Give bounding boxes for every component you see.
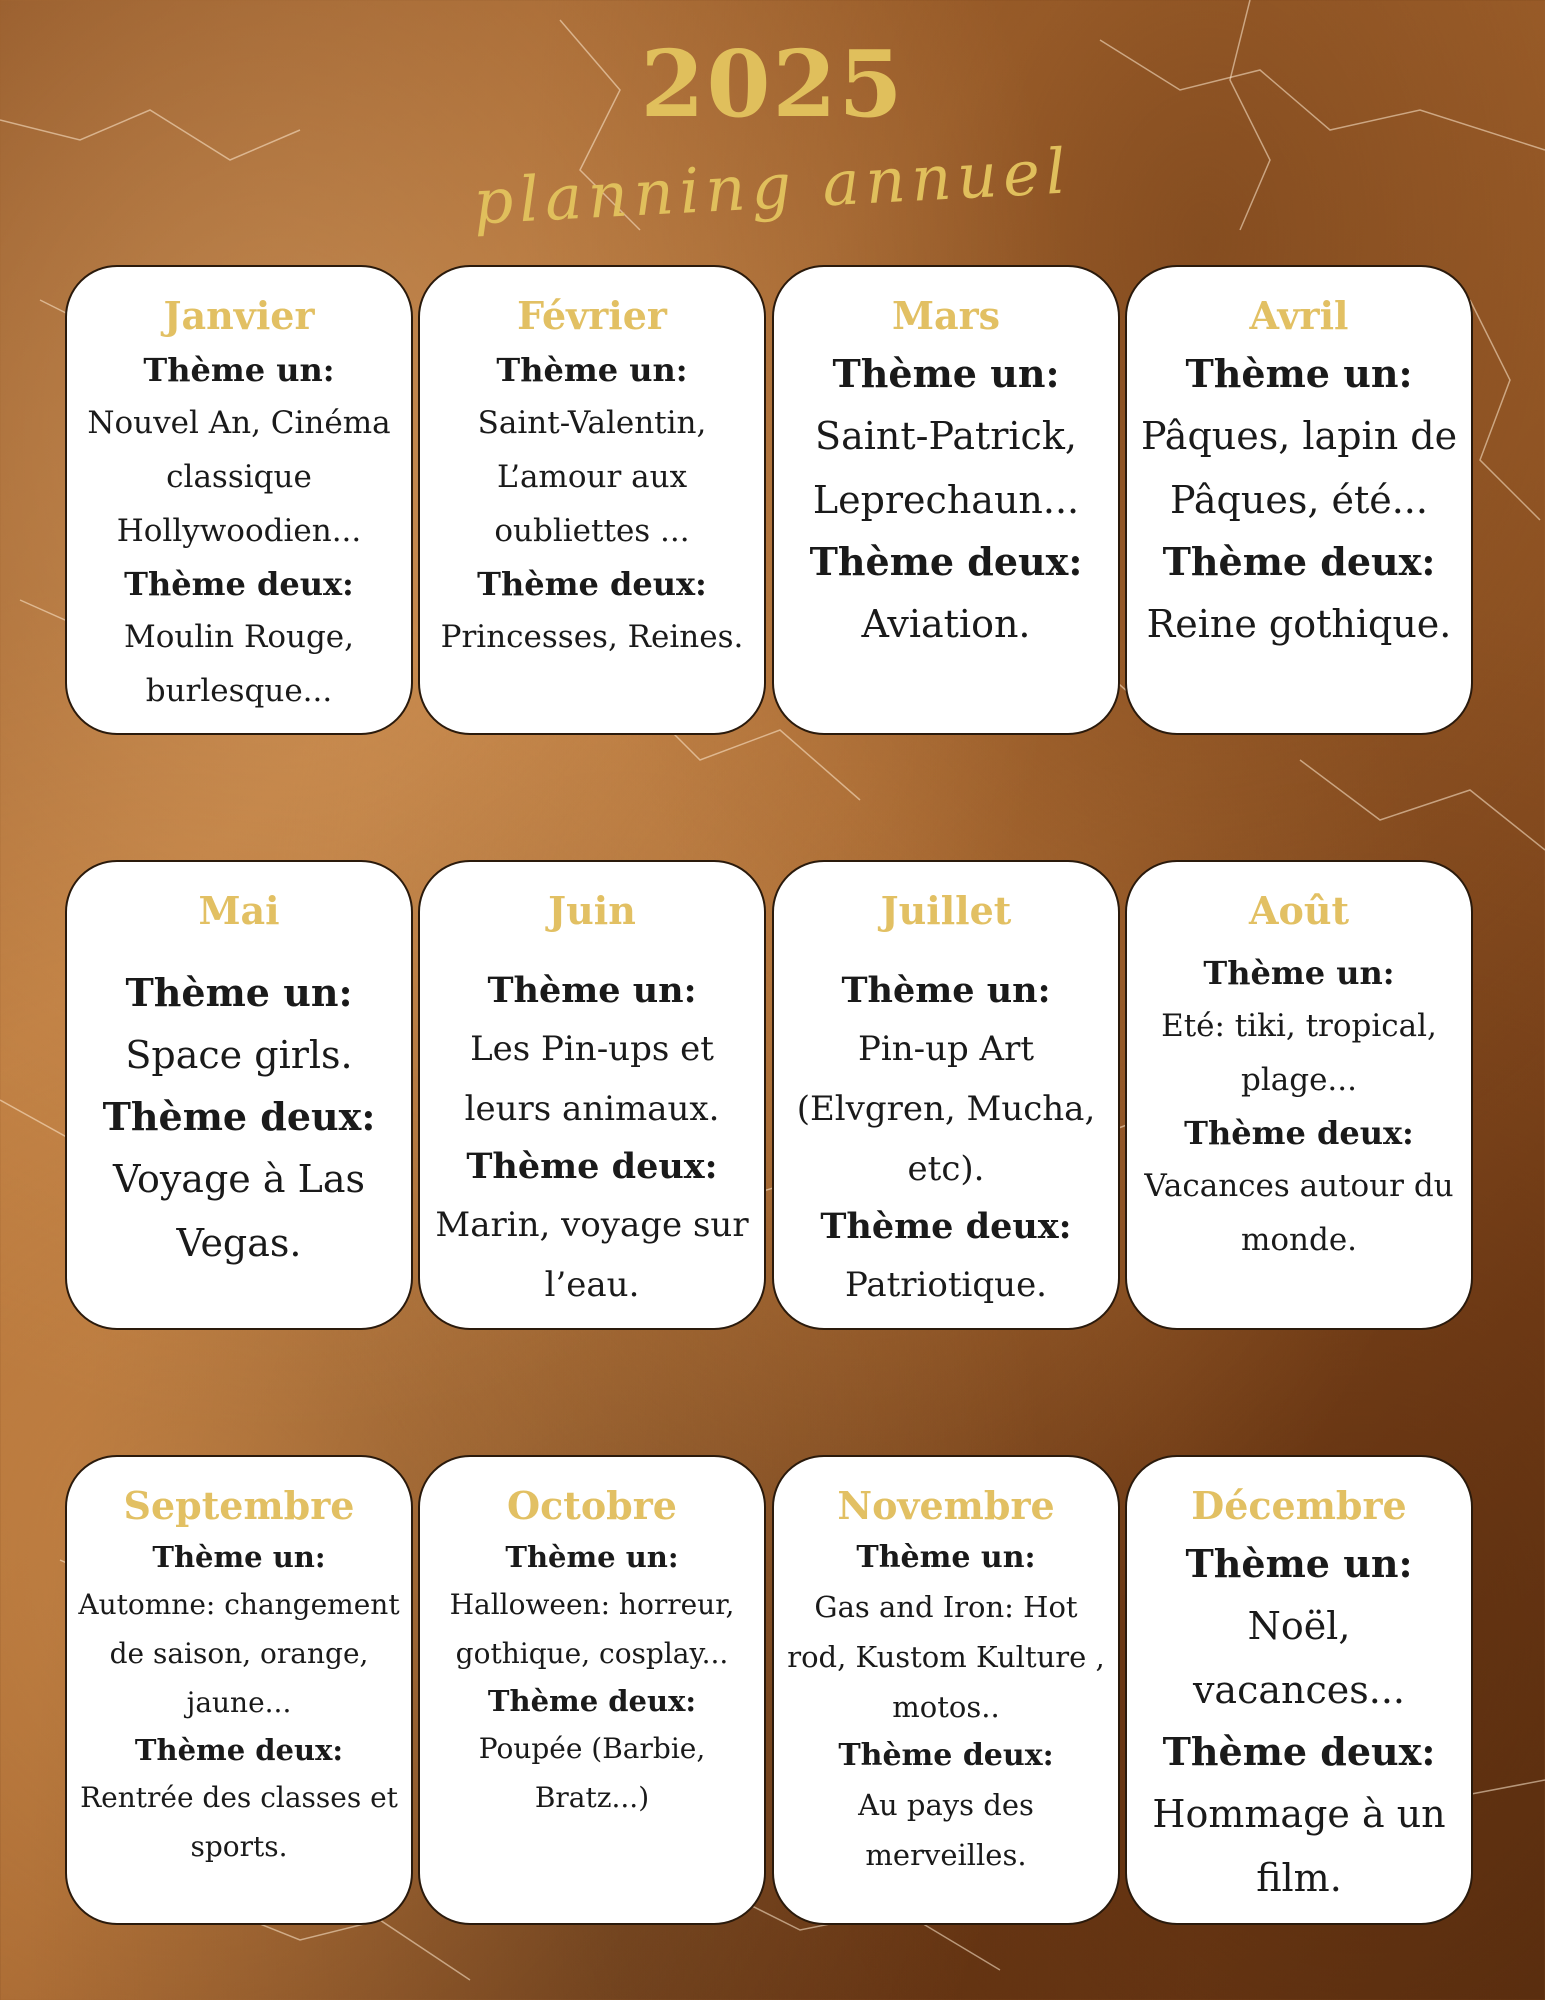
theme-one-label: Thème un: bbox=[496, 351, 688, 389]
theme-two-label: Thème deux: bbox=[102, 1094, 376, 1139]
theme-two-label: Thème deux: bbox=[1162, 539, 1436, 584]
theme-one-label: Thème un: bbox=[487, 970, 697, 1011]
month-name: Avril bbox=[1249, 293, 1349, 338]
theme-one-label: Thème un: bbox=[856, 1540, 1036, 1575]
theme-two-text: Poupée (Barbie, Bratz...) bbox=[478, 1732, 706, 1814]
month-card-juin bbox=[418, 860, 766, 1330]
theme-one-text: Noël, vacances... bbox=[1192, 1604, 1406, 1712]
theme-two-label: Thème deux: bbox=[820, 1206, 1072, 1247]
theme-one-label: Thème un: bbox=[1185, 1541, 1413, 1586]
theme-two-text: Reine gothique. bbox=[1146, 602, 1452, 646]
theme-one-label: Thème un: bbox=[152, 1540, 326, 1574]
theme-two-text: Voyage à Las Vegas. bbox=[113, 1157, 365, 1265]
month-name: Mai bbox=[198, 888, 280, 933]
month-card-decembre bbox=[1125, 1455, 1473, 1925]
month-name: Juin bbox=[548, 888, 636, 933]
theme-one-text: Saint-Patrick, Leprechaun... bbox=[812, 414, 1080, 522]
theme-one-text: Eté: tiki, tropical, plage... bbox=[1161, 1008, 1437, 1098]
theme-one-label: Thème un: bbox=[125, 970, 353, 1015]
theme-two-label: Thème deux: bbox=[838, 1738, 1054, 1773]
month-name: Septembre bbox=[123, 1483, 355, 1528]
theme-two-label: Thème deux: bbox=[124, 565, 354, 603]
theme-one-label: Thème un: bbox=[143, 351, 335, 389]
theme-one-text: Les Pin-ups et leurs animaux. bbox=[464, 1029, 720, 1129]
theme-two-label: Thème deux: bbox=[809, 539, 1083, 584]
theme-two-text: Aviation. bbox=[861, 602, 1031, 646]
theme-one-text: Pin-up Art (Elvgren, Mucha, etc). bbox=[796, 1029, 1096, 1189]
theme-two-text: Princesses, Reines. bbox=[440, 619, 744, 655]
month-name: Décembre bbox=[1191, 1483, 1407, 1528]
month-name: Janvier bbox=[163, 293, 315, 338]
theme-two-label: Thème deux: bbox=[466, 1146, 718, 1187]
theme-two-text: Au pays des merveilles. bbox=[858, 1788, 1034, 1872]
month-card-mai bbox=[65, 860, 413, 1330]
theme-one-label: Thème un: bbox=[841, 970, 1051, 1011]
theme-two-label: Thème deux: bbox=[487, 1684, 697, 1718]
month-card-aout bbox=[1125, 860, 1473, 1330]
page-title: 2025 bbox=[640, 30, 905, 138]
theme-two-text: Moulin Rouge, burlesque... bbox=[123, 619, 355, 709]
theme-two-text: Hommage à un film. bbox=[1152, 1792, 1446, 1900]
month-card-octobre bbox=[418, 1455, 766, 1925]
theme-two-text: Vacances autour du monde. bbox=[1144, 1168, 1454, 1258]
month-name: Février bbox=[517, 293, 667, 338]
theme-one-text: Saint-Valentin, L’amour aux oubliettes ... bbox=[477, 405, 707, 549]
theme-two-label: Thème deux: bbox=[1162, 1729, 1436, 1774]
month-card-septembre bbox=[65, 1455, 413, 1925]
theme-two-label: Thème deux: bbox=[134, 1733, 344, 1767]
month-name: Juillet bbox=[880, 888, 1012, 933]
theme-one-text: Automne: changement de saison, orange, jaune... bbox=[78, 1588, 400, 1719]
theme-one-label: Thème un: bbox=[1203, 954, 1395, 992]
theme-two-text: Patriotique. bbox=[844, 1265, 1047, 1305]
theme-one-text: Nouvel An, Cinéma classique Hollywoodien... bbox=[87, 405, 391, 549]
theme-one-label: Thème un: bbox=[1185, 351, 1413, 396]
month-card-juillet bbox=[772, 860, 1120, 1330]
theme-one-text: Gas and Iron: Hot rod, Kustom Kulture , motos.. bbox=[787, 1590, 1105, 1724]
theme-one-label: Thème un: bbox=[505, 1540, 679, 1574]
month-card-fevrier bbox=[418, 265, 766, 735]
month-name: Août bbox=[1248, 888, 1349, 933]
month-card-avril bbox=[1125, 265, 1473, 735]
theme-one-label: Thème un: bbox=[832, 351, 1060, 396]
theme-one-text: Space girls. bbox=[125, 1033, 353, 1077]
theme-two-text: Rentrée des classes et sports. bbox=[80, 1781, 398, 1863]
theme-one-text: Pâques, lapin de Pâques, été... bbox=[1140, 414, 1458, 522]
page-subtitle: planning annuel bbox=[471, 134, 1074, 239]
theme-two-label: Thème deux: bbox=[1184, 1114, 1414, 1152]
theme-two-label: Thème deux: bbox=[477, 565, 707, 603]
month-name: Novembre bbox=[837, 1483, 1055, 1528]
month-name: Octobre bbox=[507, 1483, 677, 1528]
month-card-mars bbox=[772, 265, 1120, 735]
theme-one-text: Halloween: horreur, gothique, cosplay... bbox=[449, 1588, 735, 1670]
month-card-janvier bbox=[65, 265, 413, 735]
month-name: Mars bbox=[891, 293, 1001, 338]
theme-two-text: Marin, voyage sur l’eau. bbox=[435, 1205, 749, 1305]
month-card-novembre bbox=[772, 1455, 1120, 1925]
